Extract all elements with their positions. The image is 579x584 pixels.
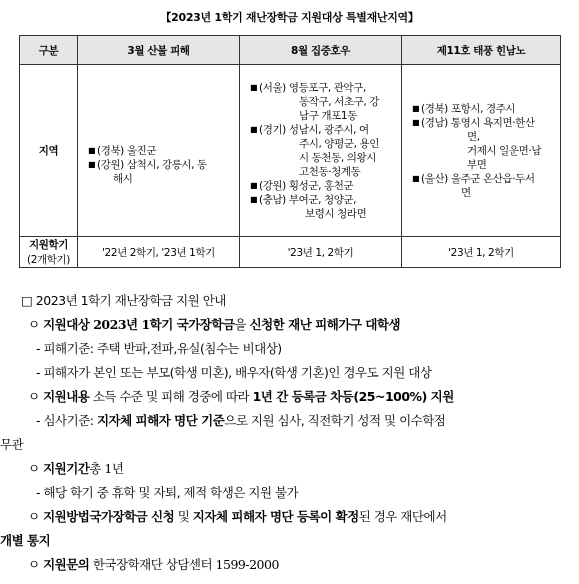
cell-heavy-rain-regions	[240, 65, 402, 237]
support-period-line: ㅇ 지원기간총 1년	[28, 461, 124, 476]
list-item: ■ (경북) 울진군	[88, 144, 233, 158]
support-target-line: ㅇ 지원대상 2023년 1학기 국가장학금을 신청한 재난 피해가구 대학생	[28, 317, 401, 332]
support-content-line: ㅇ 지원내용 소득 수준 및 피해 경중에 따라 1년 간 등록금 차등(25~100%) 지원	[28, 389, 454, 404]
row-label-region: 지역	[20, 65, 78, 237]
support-guide-section	[0, 289, 579, 577]
cell-wildfire-regions	[78, 65, 240, 237]
list-item: ■ (강원) 삼척시, 강릉시, 동 해시	[88, 158, 233, 186]
list-item: ■ (충남) 부여군, 청양군, 보령시 청라면	[250, 193, 395, 221]
table-row-region	[20, 65, 561, 237]
damage-criteria-line: - 피해기준: 주택 반파,전파,유실(침수는 비대상)	[36, 341, 282, 356]
review-criteria-line: - 심사기준: 지자체 피해자 명단 기준으로 지원 심사, 직전학기 성적 및 이수학점	[36, 413, 446, 428]
support-method-line: ㅇ 지원방법국가장학금 신청 및 지자체 피해자 명단 등록이 확정된 경우 재단에서	[28, 509, 447, 524]
header-heavy-rain: 8월 집중호우	[240, 36, 402, 65]
section-heading: □ 2023년 1학기 재난장학금 지원 안내	[21, 293, 226, 308]
support-inquiry-label: 지원문의	[43, 557, 90, 572]
disaster-area-table	[19, 35, 561, 268]
support-method-continued: 개별 통지	[0, 533, 51, 548]
table-header-row	[20, 36, 561, 65]
cell-typhoon-regions	[402, 65, 561, 237]
leave-note-line: - 해당 학기 중 휴학 및 자퇴, 제적 학생은 지원 불가	[36, 485, 299, 500]
row-label-period: 지원학기 (2개학기)	[20, 237, 78, 268]
document-title: 【2023년 1학기 재난장학금 지원대상 특별재난지역】	[160, 11, 419, 24]
list-item: ■ (서울) 영등포구, 관악구, 동작구, 서초구, 강 남구 개포1동	[250, 81, 395, 123]
list-item: ■ (경남) 통영시 욕지면·한산 면, 거제시 일운면·남 부면	[412, 116, 554, 172]
support-period-label: 지원기간	[43, 461, 90, 476]
cell-typhoon-period: '23년 1, 2학기	[402, 237, 561, 268]
list-item: ■ (경북) 포항시, 경주시	[412, 102, 554, 116]
list-item: ■ (울산) 울주군 온산읍·두서 면	[412, 172, 554, 200]
support-inquiry-line: ㅇ 지원문의 한국장학재단 상담센터 1599-2000	[28, 557, 279, 572]
cell-heavy-rain-period: '23년 1, 2학기	[240, 237, 402, 268]
support-content-label: 지원내용	[43, 389, 90, 404]
review-criteria-continued: 무관	[0, 437, 24, 452]
list-item: ■ (경기) 성남시, 광주시, 여 주시, 양평군, 용인 시 동천동, 의왕시 고천동·청계동	[250, 123, 395, 179]
header-wildfire: 3월 산불 피해	[78, 36, 240, 65]
header-typhoon: 제11호 태풍 힌남노	[402, 36, 561, 65]
cell-wildfire-period: '22년 2학기, '23년 1학기	[78, 237, 240, 268]
table-row-period	[20, 237, 561, 268]
support-method-label: 지원방법	[43, 509, 90, 524]
support-target-label: 지원대상	[43, 317, 90, 332]
header-category: 구분	[20, 36, 78, 65]
victim-scope-line: - 피해자가 본인 또는 부모(학생 미혼), 배우자(학생 기혼)인 경우도 지원 대상	[36, 365, 432, 380]
list-item: ■ (강원) 횡성군, 홍천군	[250, 179, 395, 193]
